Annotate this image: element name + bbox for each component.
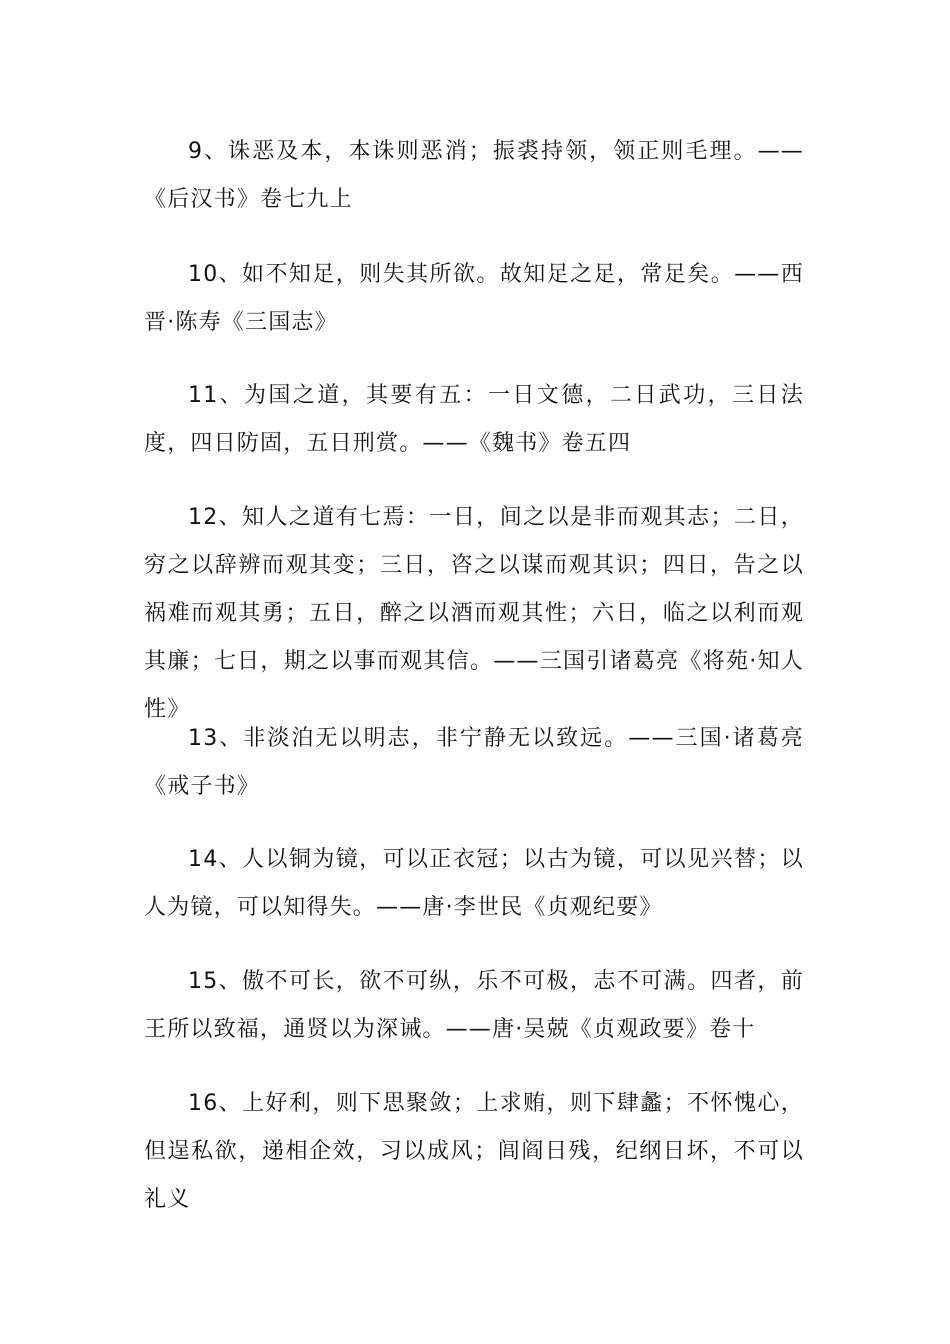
quote-paragraph-11: 11、为国之道，其要有五：一日文德，二日武功，三日法度，四日防固，五日刑赏。——《魏书》卷五四 (144, 383, 804, 456)
quote-paragraph-14: 14、人以铜为镜，可以正衣冠；以古为镜，可以见兴替；以人为镜，可以知得失。——唐·李世民《贞观纪要》 (144, 847, 804, 920)
quote-paragraph-9: 9、诛恶及本，本诛则恶消；振裘持领，领正则毛理。——《后汉书》卷七九上 (144, 139, 804, 212)
quote-paragraph-16: 16、上好利，则下思聚敛；上求贿，则下肆蠡；不怀愧心，但逞私欲，递相企效，习以成风；闾阎日残，纪纲日坏，不可以礼义 (144, 1091, 804, 1212)
quote-paragraph-12: 12、知人之道有七焉：一日，间之以是非而观其志；二日，穷之以辞辨而观其变；三日，咨之以谋而观其识；四日，告之以祸难而观其勇；五日，醉之以酒而观其性；六日，临之以利而观其廉；七日，期之以事而观其信。——三国引诸葛亮《将苑·知人性》 (144, 505, 804, 722)
quote-paragraph-10: 10、如不知足，则失其所欲。故知足之足，常足矣。——西晋·陈寿《三国志》 (144, 262, 804, 335)
quote-paragraph-15: 15、傲不可长，欲不可纵，乐不可极，志不可满。四者，前王所以致福，通贤以为深诫。——唐·吴兢《贞观政要》卷十 (144, 969, 804, 1042)
quote-paragraph-13: 13、非淡泊无以明志，非宁静无以致远。——三国·诸葛亮《戒子书》 (144, 726, 804, 799)
